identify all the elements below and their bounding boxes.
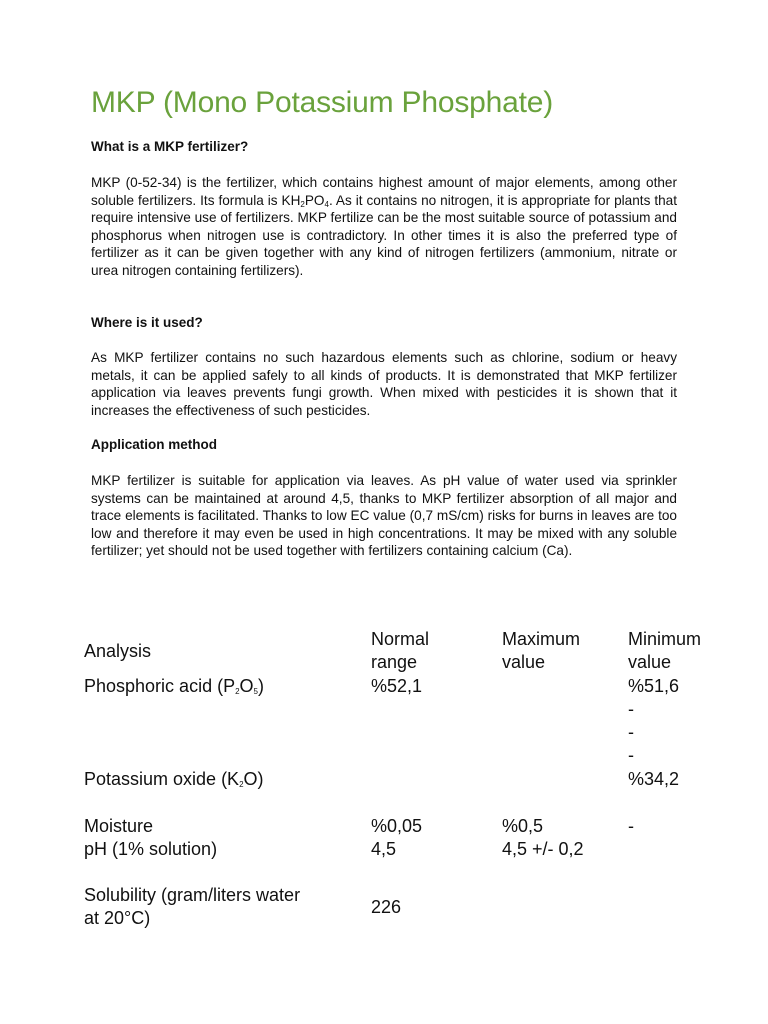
table-header-maximum: Maximum value bbox=[502, 629, 581, 672]
dash-1: - bbox=[628, 699, 634, 719]
row-moisture-max: %0,5 bbox=[502, 816, 544, 836]
table-header-analysis: Analysis bbox=[84, 641, 152, 661]
row-moisture-min: - bbox=[628, 816, 634, 836]
row-ph-normal: 4,5 bbox=[371, 839, 397, 859]
dash-2: - bbox=[628, 722, 634, 742]
row-label-phosphoric-acid: Phosphoric acid $(P_2O_5)$ bbox=[84, 676, 264, 696]
row-label-solubility: Solubility (gram/liters water at 20°C) bbox=[84, 885, 301, 928]
row-label-potassium-oxide: Potassium oxide $(K_2O)$ bbox=[84, 769, 264, 789]
page-title: MKP (Mono Potassium Phosphate) bbox=[91, 86, 554, 119]
row-phosphoric-min: %51,6 bbox=[628, 676, 680, 696]
row-phosphoric-normal: %52,1 bbox=[371, 676, 423, 696]
section-paragraph-where-used: As MKP fertilizer contains no such hazardous elements such as chlorine, sodium or heavy metals, it can be applied safely to all kinds of products. It is demonstrated that MKP fertilizer application via leaves prevents fungi growth. When mixed with pesticides it is shown that it increases the effectiveness of such pesticides. bbox=[91, 350, 677, 418]
dash-3: - bbox=[628, 745, 634, 765]
row-label-ph: pH (1% solution) bbox=[84, 839, 218, 859]
section-heading-where-used: Where is it used? bbox=[91, 315, 203, 330]
table-header-minimum: Minimum value bbox=[628, 629, 702, 672]
section-heading-application: Application method bbox=[91, 437, 217, 452]
section-paragraph-application: MKP fertilizer is suitable for application via leaves. As pH value of water used via sprinkler systems can be maintained at around 4,5, thanks to MKP fertilizer absorption of all major and trace elements is facilitated. Thanks to low EC value (0,7 mS/cm) risks for burns in leaves are too low and therefore it may even be used in high concentrations. It may be mixed with any soluble fertilizer; yet should not be used together with fertilizers containing calcium (Ca). bbox=[91, 473, 677, 559]
row-label-moisture: Moisture bbox=[84, 816, 154, 836]
section-heading-what-is: What is a MKP fertilizer? bbox=[91, 139, 249, 154]
table-header-normal: Normal range bbox=[371, 629, 430, 672]
section-paragraph-what-is: MKP (0-52-34) is the fertilizer, which contains highest amount of major elements, among other soluble fertilizers. Its formula is $KH_2PO_4$. As it contains no nitrogen, it is appropriate for plants that require intensive use of fertilizers. MKP fertilize can be the most suitable source of potassium and phosphorus when nitrogen use is contradictory. In other times it is also the preferred type of fertilizer as it can be given together with any kind of nitrogen fertilizers (ammonium, nitrate or urea nitrogen containing fertilizers). bbox=[91, 175, 678, 278]
row-moisture-normal: %0,05 bbox=[371, 816, 423, 836]
row-ph-max: 4,5 +/- 0,2 bbox=[502, 839, 584, 859]
row-potassium-min: %34,2 bbox=[628, 769, 680, 789]
row-solubility-normal: 226 bbox=[371, 897, 402, 917]
